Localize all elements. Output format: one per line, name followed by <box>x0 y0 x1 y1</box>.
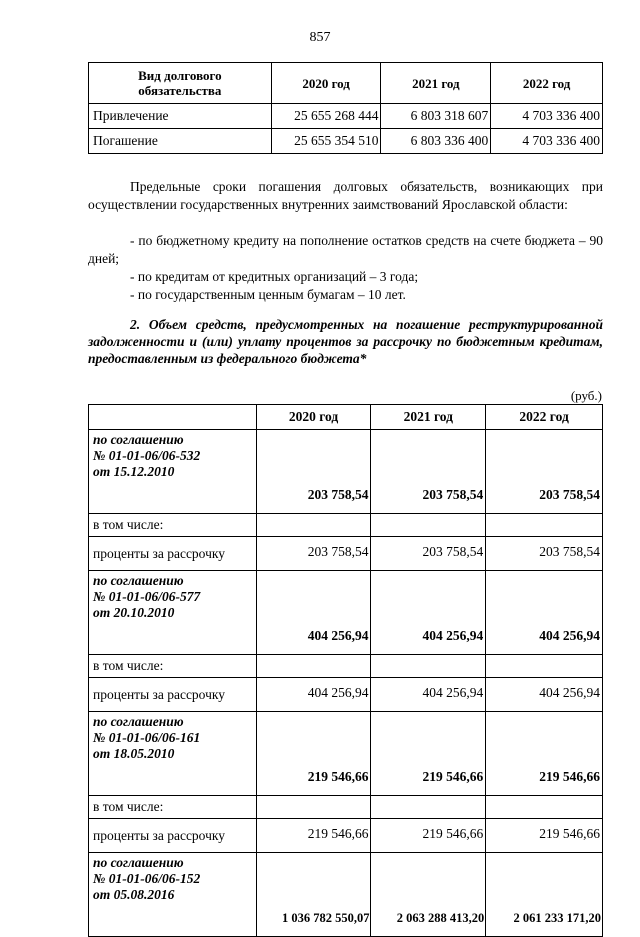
header-2020: 2020 год <box>271 63 381 104</box>
agreement-total-2021: 219 546,66 <box>371 712 486 796</box>
interest-label: проценты за рассрочку <box>89 537 257 571</box>
empty-cell <box>256 796 371 819</box>
interest-2022: 203 758,54 <box>486 537 603 571</box>
empty-cell <box>256 514 371 537</box>
empty-cell <box>486 655 603 678</box>
agreement-total-2022: 219 546,66 <box>486 712 603 796</box>
interest-row <box>89 819 603 853</box>
agreement-label-line3: от 15.12.2010 <box>93 464 175 479</box>
empty-cell <box>371 796 486 819</box>
in-that-number-label: в том числе: <box>89 796 257 819</box>
agreement-label-line1: по соглашению <box>93 573 184 588</box>
table-row <box>89 104 603 129</box>
agreement-label <box>89 571 257 655</box>
interest-2022: 404 256,94 <box>486 678 603 712</box>
empty-cell <box>371 514 486 537</box>
in-that-number-label: в том числе: <box>89 655 257 678</box>
interest-row <box>89 537 603 571</box>
row-label: Привлечение <box>89 104 272 129</box>
interest-2021: 219 546,66 <box>371 819 486 853</box>
interest-2022: 219 546,66 <box>486 819 603 853</box>
table-row <box>89 129 603 154</box>
agreement-label-line3: от 05.08.2016 <box>93 887 175 902</box>
deadline-item-3: - по государственным ценным бумагам – 10 лет. <box>130 287 406 302</box>
agreement-total-2022: 203 758,54 <box>486 430 603 514</box>
interest-row <box>89 678 603 712</box>
unit-label: (руб.) <box>570 388 602 403</box>
interest-label: проценты за рассрочку <box>89 678 257 712</box>
deadline-item-1 <box>88 232 603 268</box>
page-number: 857 <box>309 30 331 45</box>
agreement-total-2022: 404 256,94 <box>486 571 603 655</box>
agreement-label-line2: № 01-01-06/06-152 <box>93 871 201 886</box>
empty-cell <box>486 796 603 819</box>
header-2021: 2021 год <box>381 63 491 104</box>
cell-value: 25 655 268 444 <box>271 104 381 129</box>
agreement-total-2020: 404 256,94 <box>256 571 371 655</box>
in-that-number-row <box>89 796 603 819</box>
agreement-label-line2: № 01-01-06/06-577 <box>93 589 201 604</box>
in-that-number-row <box>89 655 603 678</box>
section-2-heading: 2. Объем средств, предусмотренных на погашение реструктурированной задолженности и (или) уплату процентов за рассрочку по бюджетным кредитам, предоставленным из федерального бюджета* <box>88 317 603 366</box>
interest-2021: 203 758,54 <box>371 537 486 571</box>
agreement-label-line1: по соглашению <box>93 855 184 870</box>
agreement-total-2021: 404 256,94 <box>371 571 486 655</box>
agreement-label <box>89 853 257 937</box>
agreement-row <box>89 853 603 937</box>
header-2022: 2022 год <box>486 405 603 430</box>
cell-value: 4 703 336 400 <box>491 104 603 129</box>
deadline-item-1-text: - по бюджетному кредиту на пополнение остатков средств на счете бюджета – 90 дней; <box>88 233 603 266</box>
empty-cell <box>371 655 486 678</box>
agreement-label-line2: № 01-01-06/06-532 <box>93 448 201 463</box>
header-2020: 2020 год <box>256 405 371 430</box>
cell-value: 6 803 318 607 <box>381 104 491 129</box>
agreement-total-2022: 2 061 233 171,20 <box>486 853 603 937</box>
agreement-label-line2: № 01-01-06/06-161 <box>93 730 201 745</box>
agreement-total-2021: 203 758,54 <box>371 430 486 514</box>
agreement-label-line3: от 18.05.2010 <box>93 746 175 761</box>
interest-2021: 404 256,94 <box>371 678 486 712</box>
agreement-label-line3: от 20.10.2010 <box>93 605 175 620</box>
cell-value: 25 655 354 510 <box>271 129 381 154</box>
agreement-label <box>89 712 257 796</box>
agreement-total-2020: 203 758,54 <box>256 430 371 514</box>
cell-value: 6 803 336 400 <box>381 129 491 154</box>
header-2021: 2021 год <box>371 405 486 430</box>
empty-cell <box>256 655 371 678</box>
agreement-total-2020: 219 546,66 <box>256 712 371 796</box>
agreement-row <box>89 430 603 514</box>
agreement-row <box>89 571 603 655</box>
table-header-row <box>89 405 603 430</box>
agreement-row <box>89 712 603 796</box>
agreement-total-2020: 1 036 782 550,07 <box>256 853 371 937</box>
header-empty <box>89 405 257 430</box>
interest-2020: 203 758,54 <box>256 537 371 571</box>
interest-label: проценты за рассрочку <box>89 819 257 853</box>
row-label: Погашение <box>89 129 272 154</box>
table-header-row <box>89 63 603 104</box>
header-obligation-type: Вид долгового обязательства <box>89 63 272 104</box>
agreement-label <box>89 430 257 514</box>
in-that-number-label: в том числе: <box>89 514 257 537</box>
in-that-number-row <box>89 514 603 537</box>
deadlines-intro: Предельные сроки погашения долговых обязательств, возникающих при осуществлении государственных внутренних заимствований Ярославской области: <box>88 179 603 212</box>
deadline-item-2: - по кредитам от кредитных организаций – 3 года; <box>130 269 419 284</box>
empty-cell <box>486 514 603 537</box>
agreement-total-2021: 2 063 288 413,20 <box>371 853 486 937</box>
interest-2020: 404 256,94 <box>256 678 371 712</box>
header-2022: 2022 год <box>491 63 603 104</box>
debt-obligations-table <box>88 62 603 154</box>
agreement-label-line1: по соглашению <box>93 714 184 729</box>
agreement-label-line1: по соглашению <box>93 432 184 447</box>
cell-value: 4 703 336 400 <box>491 129 603 154</box>
interest-2020: 219 546,66 <box>256 819 371 853</box>
restructured-debt-table <box>88 404 603 937</box>
